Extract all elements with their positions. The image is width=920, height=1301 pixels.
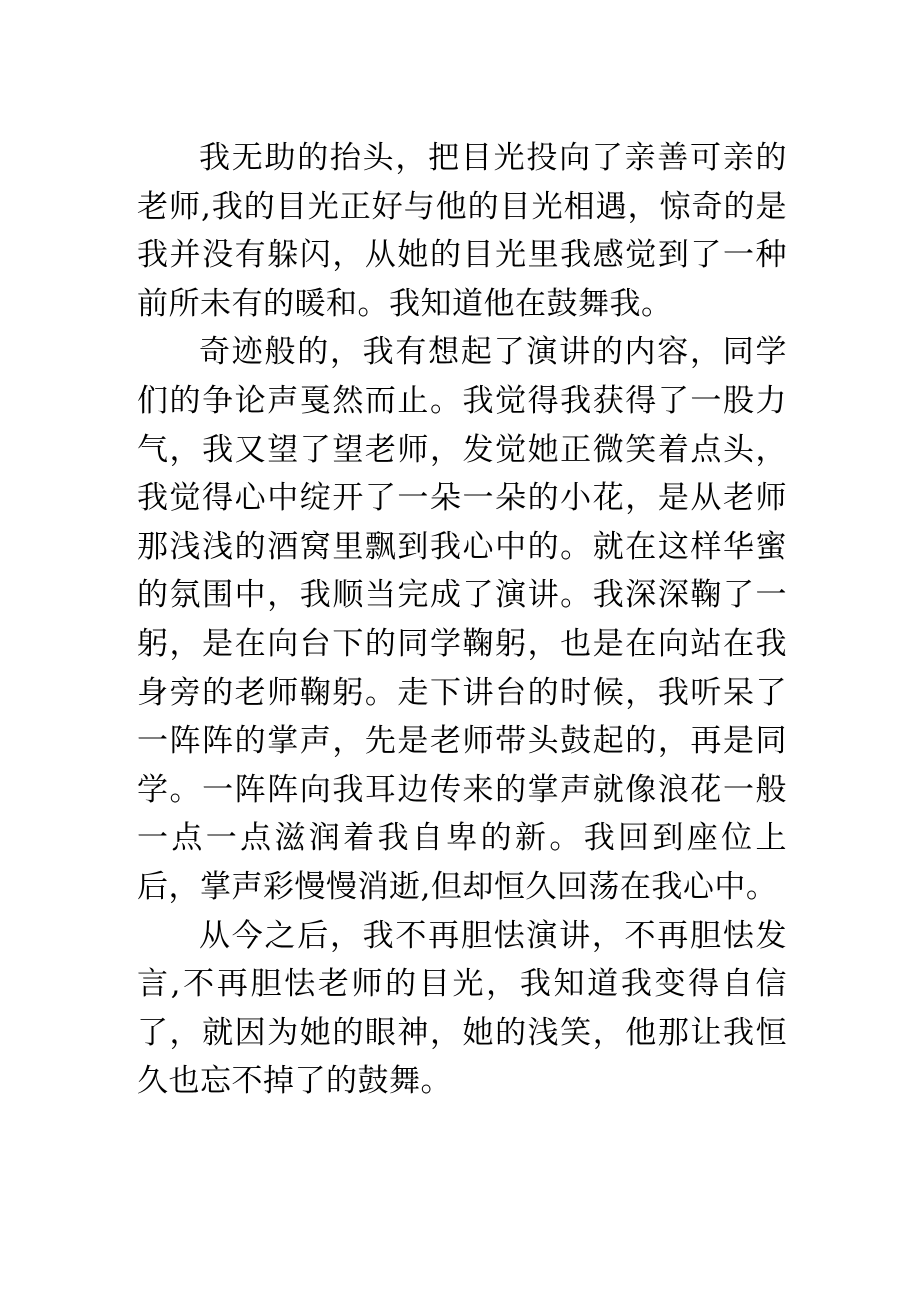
paragraph-1: 我无助的抬头，把目光投向了亲善可亲的老师,我的目光正好与他的目光相遇，惊奇的是我并没有躲闪，从她的目光里我感觉到了一种前所未有的暖和。我知道他在鼓舞我。 — [137, 140, 787, 322]
paragraph-3: 从今之后，我不再胆怯演讲，不再胆怯发言,不再胆怯老师的目光，我知道我变得自信了，就因为她的眼神，她的浅笑，他那让我恒久也忘不掉了的鼓舞。 — [137, 917, 787, 1100]
document-body — [137, 134, 787, 1106]
paragraph-2: 奇迹般的，我有想起了演讲的内容，同学们的争论声戛然而止。我觉得我获得了一股力气，我又望了望老师，发觉她正微笑着点头，我觉得心中绽开了一朵一朵的小花，是从老师那浅浅的酒窝里飘到我心中的。就在这样华蜜的氛围中，我顺当完成了演讲。我深深鞠了一躬，是在向台下的同学鞠躬，也是在向站在我身旁的老师鞠躬。走下讲台的时候，我听呆了一阵阵的掌声，先是老师带头鼓起的，再是同学。一阵阵向我耳边传来的掌声就像浪花一般一点一点滋润着我自卑的新。我回到座位上后，掌声彩慢慢消逝,但却恒久回荡在我心中。 — [137, 334, 787, 905]
